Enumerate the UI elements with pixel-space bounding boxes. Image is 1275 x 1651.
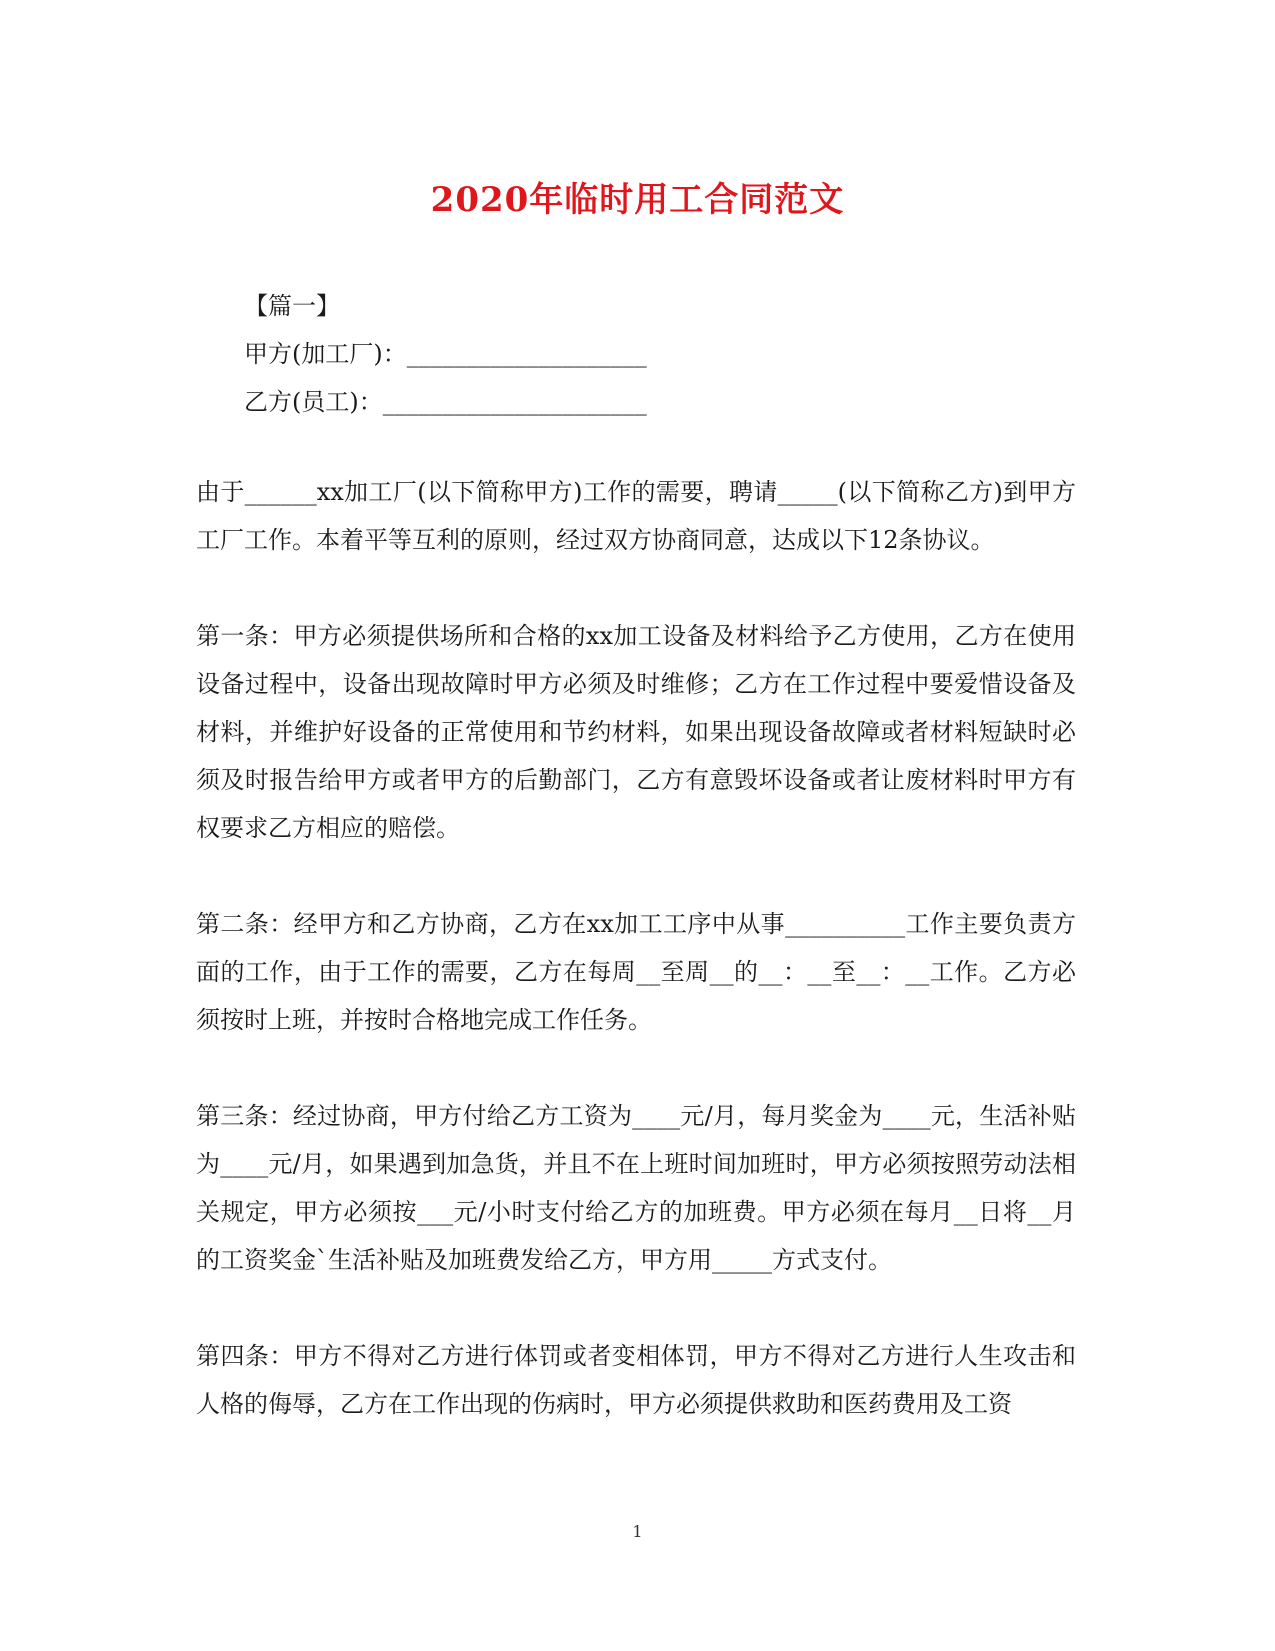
parties-block — [244, 282, 944, 426]
article-1-paragraph: 第一条：甲方必须提供场所和合格的xx加工设备及材料给予乙方使用，乙方在使用设备过程中，设备出现故障时甲方必须及时维修；乙方在工作过程中要爱惜设备及材料，并维护好设备的正常使用和节约材料，如果出现设备故障或者材料短缺时必须及时报告给甲方或者甲方的后勤部门，乙方有意毁坏设备或者让废材料时甲方有权要求乙方相应的赔偿。 — [196, 622, 1076, 842]
page-number: 1 — [632, 1522, 643, 1541]
article-3-paragraph: 第三条：经过协商，甲方付给乙方工资为____元/月，每月奖金为____元，生活补贴为____元/月，如果遇到加急货，并且不在上班时间加班时，甲方必须按照劳动法相关规定，甲方必须按___元/小时支付给乙方的加班费。甲方必须在每月__日将__月的工资奖金`生活补贴及加班费发给乙方，甲方用_____方式支付。 — [196, 1102, 1076, 1274]
contract-body — [196, 468, 1076, 1476]
party-a-line: 甲方(加工厂)：____________________ — [244, 340, 647, 368]
party-b-line: 乙方(员工)：______________________ — [244, 388, 647, 416]
article-2-paragraph: 第二条：经甲方和乙方协商，乙方在xx加工工序中从事__________工作主要负责方面的工作，由于工作的需要，乙方在每周__至周__的__：__至__：__工作。乙方必须按时上班，并按时合格地完成工作任务。 — [196, 910, 1076, 1034]
section-label: 【篇一】 — [244, 292, 340, 320]
article-4-paragraph: 第四条：甲方不得对乙方进行体罚或者变相体罚，甲方不得对乙方进行人生攻击和人格的侮辱，乙方在工作出现的伤病时，甲方必须提供救助和医药费用及工资 — [196, 1342, 1076, 1418]
document-title: 2020年临时用工合同范文 — [430, 180, 845, 220]
intro-paragraph: 由于______xx加工厂(以下简称甲方)工作的需要，聘请_____(以下简称乙方)到甲方工厂工作。本着平等互利的原则，经过双方协商同意，达成以下12条协议。 — [196, 478, 1076, 554]
